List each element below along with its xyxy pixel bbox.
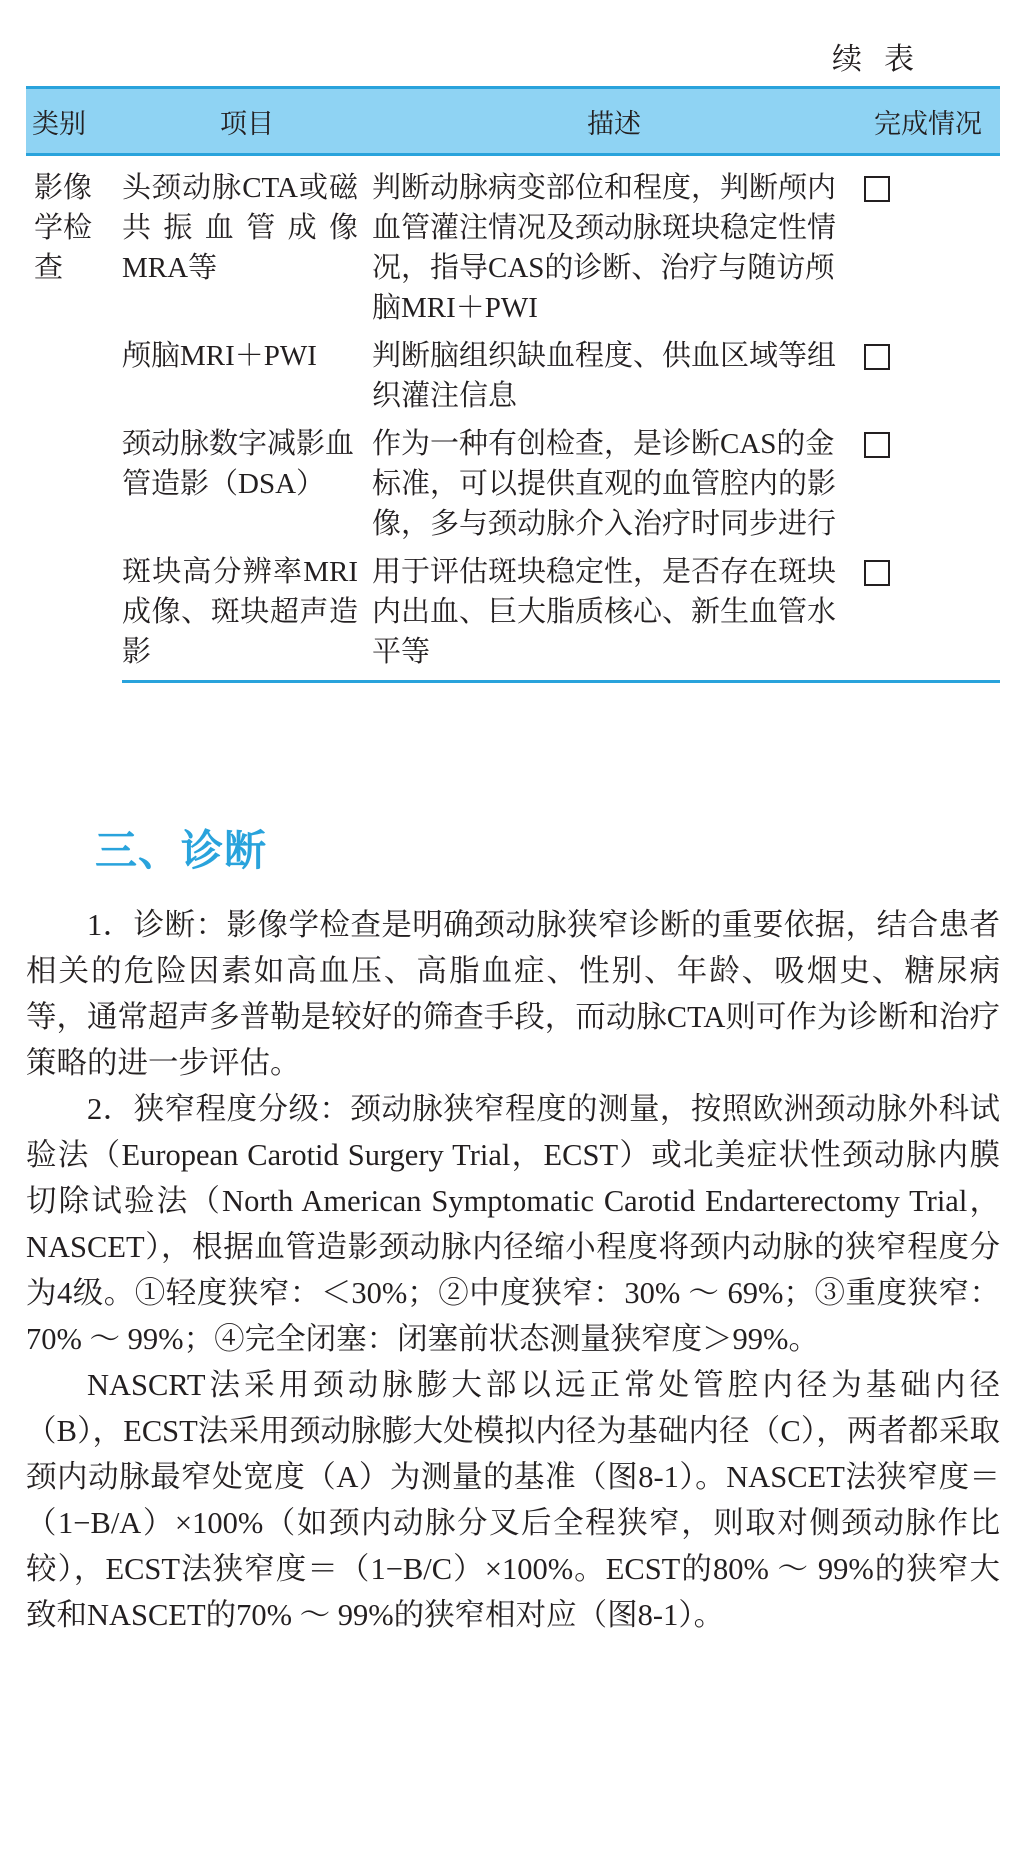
continued-table-label: 续表 [832,42,936,77]
diagnosis-body [26,902,1000,1638]
table-header-row [26,88,1000,155]
item-cell: 颅脑MRI＋PWI [122,340,317,372]
item-cell: 斑块高分辨率MRI成像、斑块超声造影 [122,544,372,682]
status-cell [856,328,1000,416]
status-cell [856,155,1000,329]
item-cell: 颈动脉数字减影血管造影（DSA） [122,428,355,500]
status-cell [856,544,1000,682]
table-row [26,416,1000,544]
status-checkbox[interactable] [864,432,890,458]
category-cell: 影像学检查 [34,172,93,284]
column-header-item: 项目 [122,88,372,155]
description-cell: 用于评估斑块稳定性，是否存在斑块内出血、巨大脂质核心、新生血管水平等 [372,544,856,682]
column-header-category: 类别 [26,88,122,155]
item-cell: 头颈动脉CTA或磁共振血管成像MRA等 [122,172,358,284]
table-row [26,155,1000,329]
status-checkbox[interactable] [864,176,890,202]
table-row [26,328,1000,416]
status-checkbox[interactable] [864,344,890,370]
column-header-description: 描述 [372,88,856,155]
paragraph-measurement-methods: NASCRT法采用颈动脉膨大部以远正常处管腔内径为基础内径（B），ECST法采用颈动脉膨大处模拟内径为基础内径（C），两者都采取颈内动脉最窄处宽度（A）为测量的基准（图8-1）。NASCET法狭窄度＝（1−B/A）×100%（如颈内动脉分叉后全程狭窄，则取对侧颈动脉作比较），ECST法狭窄度＝（1−B/C）×100%。ECST的80% ～ 99%的狭窄大致和NASCET的70% ～ 99%的狭窄相对应（图8-1）。 [26,1368,1000,1632]
column-header-status: 完成情况 [856,88,1000,155]
checklist-table [26,86,1000,683]
paragraph-stenosis-grading: 2．狭窄程度分级：颈动脉狭窄程度的测量，按照欧洲颈动脉外科试验法（European Carotid Surgery Trial，ECST）或北美症状性颈动脉内膜切除试验法（North American Symptomatic Carotid Endarterectomy Trial，NASCET），根据血管造影颈动脉内径缩小程度将颈内动脉的狭窄程度分为4级。①轻度狭窄：＜30%；②中度狭窄：30% ～ 69%；③重度狭窄：70% ～ 99%；④完全闭塞：闭塞前状态测量狭窄度＞99%。 [26,1092,1000,1356]
description-cell: 判断脑组织缺血程度、供血区域等组织灌注信息 [372,340,837,412]
table-row [26,544,1000,682]
status-checkbox[interactable] [864,560,890,586]
paragraph-diagnosis: 1．诊断：影像学检查是明确颈动脉狭窄诊断的重要依据，结合患者相关的危险因素如高血压、高脂血症、性别、年龄、吸烟史、糖尿病等，通常超声多普勒是较好的筛查手段，而动脉CTA则可作为诊断和治疗策略的进一步评估。 [26,908,1000,1080]
description-cell: 作为一种有创检查，是诊断CAS的金标准，可以提供直观的血管腔内的影像，多与颈动脉介入治疗时同步进行 [372,428,837,540]
checklist-table-container [26,86,1000,683]
status-cell [856,416,1000,544]
description-cell: 判断动脉病变部位和程度，判断颅内血管灌注情况及颈动脉斑块稳定性情况，指导CAS的诊断、治疗与随访颅脑MRI＋PWI [372,172,837,324]
section-title-diagnosis: 三、诊断 [95,826,268,875]
